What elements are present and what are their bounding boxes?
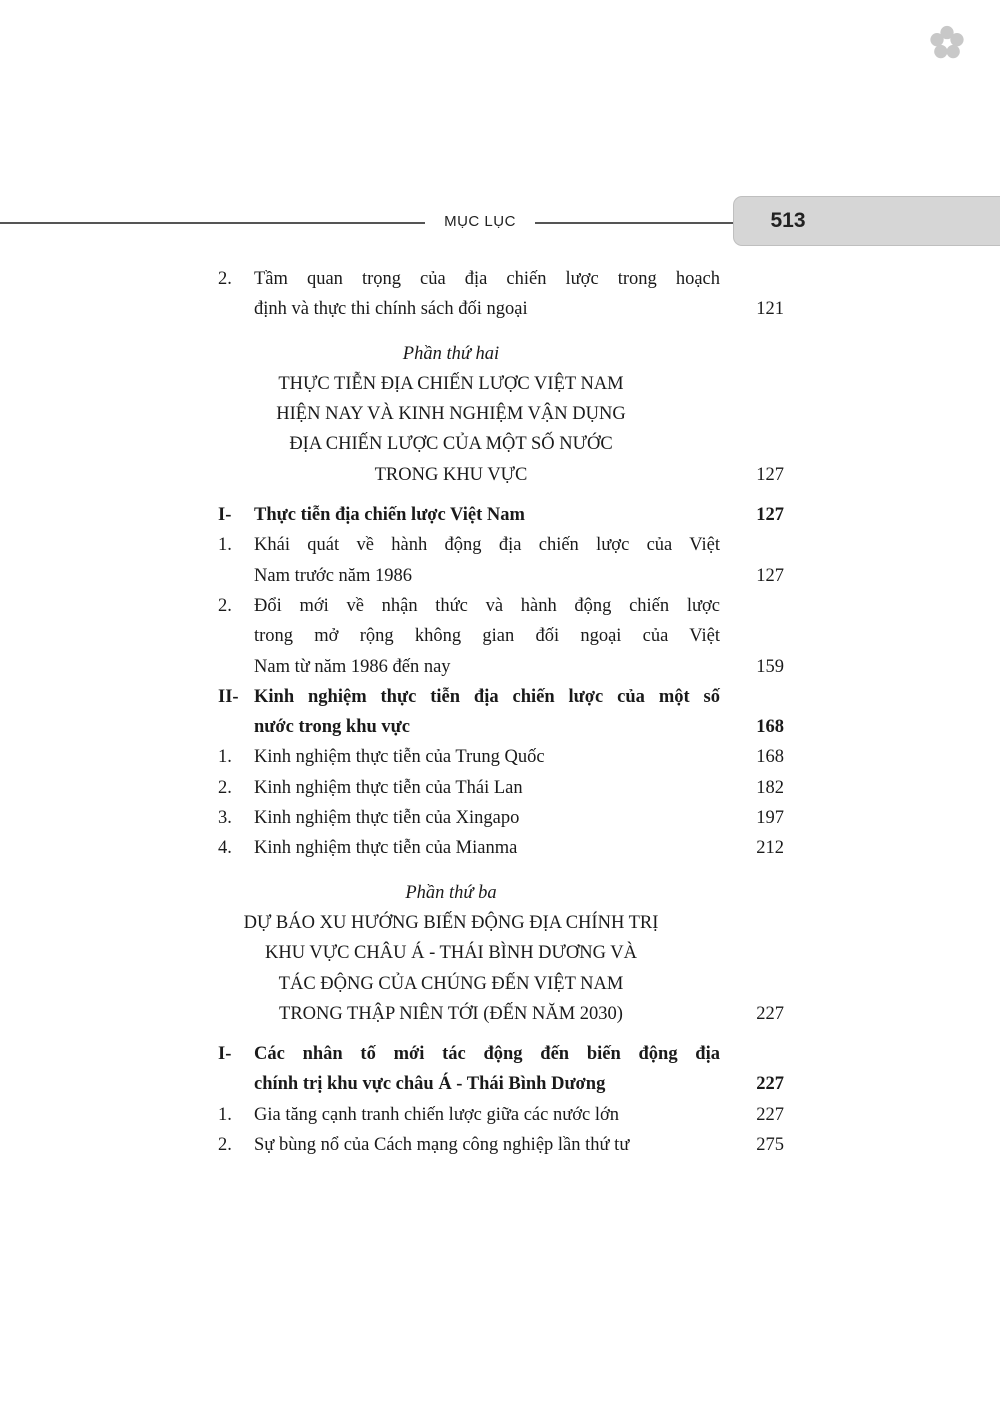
toc-entry-number: I- bbox=[218, 1044, 232, 1065]
flower-logo-icon bbox=[928, 24, 966, 62]
toc-entry-text: Các nhân tố mới tác động đến biến động địa bbox=[254, 1044, 720, 1065]
toc-entry bbox=[218, 530, 784, 560]
toc-entry-continued bbox=[218, 652, 784, 682]
toc-page-number: 197 bbox=[756, 808, 784, 829]
toc-entry-number: 2. bbox=[218, 777, 232, 798]
part-title-text: ĐỊA CHIẾN LƯỢC CỦA MỘT SỐ NƯỚC bbox=[289, 434, 613, 455]
toc-page-number: 275 bbox=[756, 1135, 784, 1156]
toc-entry bbox=[218, 1130, 784, 1160]
toc-entry-text: Gia tăng cạnh tranh chiến lược giữa các nước lớn bbox=[254, 1104, 620, 1125]
toc-page-number: 182 bbox=[756, 777, 784, 798]
toc-entry-number: 2. bbox=[218, 1135, 232, 1156]
toc-entry bbox=[218, 773, 784, 803]
page-number: 513 bbox=[770, 209, 806, 232]
toc-page-number: 127 bbox=[756, 464, 784, 485]
toc-entry-number: 1. bbox=[218, 1104, 232, 1125]
toc-entry-continued bbox=[218, 621, 784, 651]
toc-entry-text: Kinh nghiệm thực tiễn của Mianma bbox=[254, 838, 518, 859]
toc-entry-text: Kinh nghiệm thực tiễn địa chiến lược của một số bbox=[254, 686, 720, 707]
part-title-line bbox=[218, 908, 784, 938]
part-title-text: DỰ BÁO XU HƯỚNG BIẾN ĐỘNG ĐỊA CHÍNH TRỊ bbox=[243, 912, 659, 933]
part-title-line bbox=[218, 938, 784, 968]
toc-entry-text: Kinh nghiệm thực tiễn của Trung Quốc bbox=[254, 747, 545, 768]
toc-page-number: 168 bbox=[756, 717, 784, 738]
toc-section-continued bbox=[218, 1069, 784, 1099]
part-label: Phần thứ hai bbox=[402, 343, 500, 364]
toc-entry-continued bbox=[218, 294, 784, 324]
toc-section bbox=[218, 500, 784, 530]
toc-entry-text: định và thực thi chính sách đối ngoại bbox=[254, 299, 528, 320]
toc-entry-number: 1. bbox=[218, 747, 232, 768]
toc-page-number: 121 bbox=[756, 299, 784, 320]
part-title-text: KHU VỰC CHÂU Á - THÁI BÌNH DƯƠNG VÀ bbox=[265, 943, 637, 964]
toc-entry-continued bbox=[218, 561, 784, 591]
toc-entry-number: 1. bbox=[218, 535, 232, 556]
header-rule-right bbox=[535, 222, 740, 224]
toc-entry-number: II- bbox=[218, 686, 239, 707]
part-title-line bbox=[218, 429, 784, 459]
toc-entry-number: 4. bbox=[218, 838, 232, 859]
toc-entry-text: trong mở rộng không gian đối ngoại của Việt bbox=[254, 626, 720, 647]
toc-entry-number: I- bbox=[218, 505, 232, 526]
part-title-text: THỰC TIỄN ĐỊA CHIẾN LƯỢC VIỆT NAM bbox=[278, 373, 624, 394]
toc-entry-text: Đổi mới về nhận thức và hành động chiến lược bbox=[254, 595, 720, 616]
toc-entry bbox=[218, 591, 784, 621]
part-label: Phần thứ ba bbox=[405, 882, 497, 903]
part-title-line bbox=[218, 369, 784, 399]
toc-entry-text: Thực tiễn địa chiến lược Việt Nam bbox=[254, 505, 525, 526]
part-title-line bbox=[218, 460, 784, 490]
toc-entry-text: Kinh nghiệm thực tiễn của Thái Lan bbox=[254, 777, 523, 798]
toc-entry bbox=[218, 803, 784, 833]
running-header-title: MỤC LỤC bbox=[444, 213, 516, 230]
toc-entry-text: Tầm quan trọng của địa chiến lược trong hoạch bbox=[254, 269, 720, 289]
part-title-line bbox=[218, 999, 784, 1029]
toc-section-continued bbox=[218, 712, 784, 742]
toc-entry-text: Nam trước năm 1986 bbox=[254, 565, 413, 586]
toc-entry-text: Sự bùng nổ của Cách mạng công nghiệp lần thứ tư bbox=[254, 1135, 630, 1156]
toc-entry bbox=[218, 833, 784, 863]
toc-section bbox=[218, 1039, 784, 1069]
toc-page-number: 227 bbox=[756, 1003, 784, 1024]
toc-entry-number: 3. bbox=[218, 808, 232, 829]
page-number-tab bbox=[733, 196, 1000, 246]
part-title-text: HIỆN NAY VÀ KINH NGHIỆM VẬN DỤNG bbox=[276, 404, 626, 425]
table-of-contents bbox=[218, 264, 784, 1160]
part-title-line bbox=[218, 399, 784, 429]
toc-page-number: 227 bbox=[756, 1074, 784, 1095]
toc-entry bbox=[218, 1100, 784, 1130]
part-heading bbox=[218, 878, 784, 908]
part-heading bbox=[218, 339, 784, 369]
toc-entry-number: 2. bbox=[218, 595, 232, 616]
toc-page-number: 227 bbox=[756, 1104, 784, 1125]
part-title-text: TÁC ĐỘNG CỦA CHÚNG ĐẾN VIỆT NAM bbox=[278, 973, 624, 994]
toc-entry-text: Kinh nghiệm thực tiễn của Xingapo bbox=[254, 808, 520, 829]
toc-page-number: 212 bbox=[756, 838, 784, 859]
toc-entry bbox=[218, 742, 784, 772]
toc-page-number: 127 bbox=[756, 565, 784, 586]
toc-page-number: 159 bbox=[756, 656, 784, 677]
header-rule-left bbox=[0, 222, 425, 224]
toc-entry-text: Khái quát về hành động địa chiến lược của Việt bbox=[254, 535, 720, 556]
toc-entry-text: chính trị khu vực châu Á - Thái Bình Dương bbox=[254, 1074, 606, 1095]
toc-entry bbox=[218, 264, 784, 294]
toc-entry-number: 2. bbox=[218, 269, 232, 289]
toc-page-number: 127 bbox=[756, 505, 784, 526]
toc-entry-text: Nam từ năm 1986 đến nay bbox=[254, 656, 451, 677]
toc-entry-text: nước trong khu vực bbox=[254, 717, 410, 738]
part-title-line bbox=[218, 969, 784, 999]
part-title-text: TRONG THẬP NIÊN TỚI (ĐẾN NĂM 2030) bbox=[279, 1003, 623, 1024]
part-title-text: TRONG KHU VỰC bbox=[374, 464, 528, 485]
toc-section bbox=[218, 682, 784, 712]
toc-page-number: 168 bbox=[756, 747, 784, 768]
